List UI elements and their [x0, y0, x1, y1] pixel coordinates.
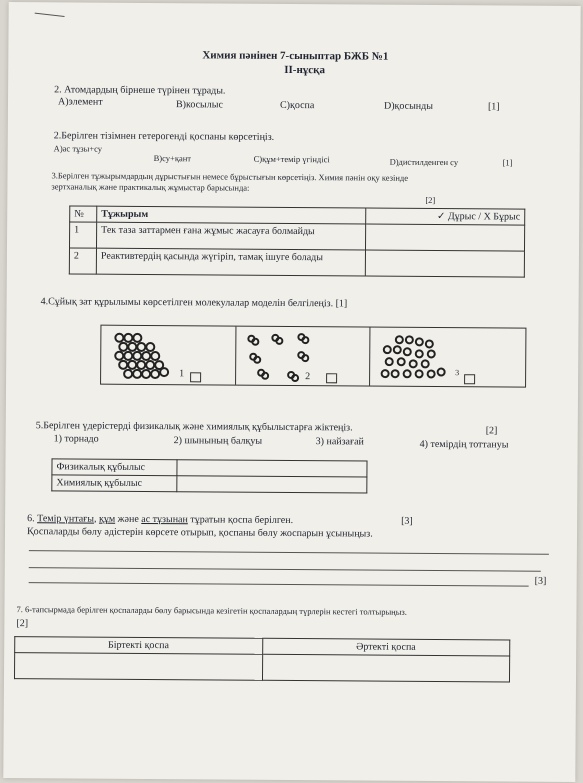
model-divider-2 — [369, 328, 370, 386]
variant-label: ІІ-нұсқа — [284, 63, 326, 77]
q3-row1-answer-cell[interactable] — [365, 224, 524, 251]
q5-item-3: 3) найзағай — [315, 436, 364, 448]
table-row — [69, 248, 524, 277]
table-row — [14, 653, 509, 682]
question-3-score: [2] — [425, 194, 436, 205]
q2b-score: [1] — [502, 157, 513, 168]
q3-col-statement: Тұжырым — [97, 206, 366, 224]
q3-row1-statement: Тек таза заттармен ғана жұмыс жасауға болмайды — [96, 222, 365, 250]
question-2b-text: 2.Берілген тізімнен гетерогенді қоспаны көрсетіңіз. — [53, 130, 275, 143]
model-2-checkbox[interactable] — [326, 373, 337, 383]
page-title: Химия пәнінен 7-сыныптар БЖБ №1 — [202, 49, 389, 63]
question-7-text: 7. 6-тапсырмада берілген қоспаларды бөлу барысында кезігетін қоспалардың түрлерін кестегі толтырыңыз. — [16, 604, 407, 617]
q2b-option-a[interactable]: А)ас тұзы+су — [53, 143, 103, 154]
model-3-checkbox[interactable] — [464, 374, 475, 384]
q3-row2-answer-cell[interactable] — [365, 250, 524, 277]
question-3-line2: зертханалық және практикалық жұмыстар барысында: — [51, 181, 250, 193]
question-5-text: 5.Берілген үдерістерді физикалық және химиялық құбылыстарға жіктеңіз. — [35, 420, 353, 434]
q2-option-c[interactable]: С)қоспа — [279, 99, 315, 112]
q7-table — [14, 636, 510, 682]
q3-table — [69, 205, 525, 277]
model-3-label: 3 — [455, 368, 460, 378]
q3-col-answer: ✓ Дұрыс / X Бұрыс — [366, 208, 525, 225]
question-7-score: [2] — [16, 618, 29, 630]
question-6-score-top: [3] — [401, 515, 413, 527]
q2-option-a[interactable]: А)элемент — [57, 96, 103, 108]
question-4-label: 4.Сұйық зат құрылымы көрсетілген молекулалар моделін белгілеңіз. — [40, 296, 334, 310]
answer-line-3[interactable] — [29, 582, 529, 586]
question-6-score: [3] — [534, 575, 547, 587]
q2b-option-c[interactable]: С)құм+темір үгіндісі — [253, 153, 330, 165]
q2-option-b[interactable]: В)косылыс — [175, 99, 223, 111]
q2b-option-d[interactable]: D)дистилденген су — [389, 156, 459, 168]
model-divider-1 — [235, 327, 236, 385]
question-6-line2: Қоспаларды бөлу әдістерін көрсете отырып, қоспаны бөлу жоспарын ұсыныңыз. — [26, 526, 373, 540]
q7-homogeneous-answer[interactable] — [14, 653, 262, 681]
q5-chemical-label: Химиялық құбылыс — [52, 475, 177, 492]
q5-physical-label: Физикалық құбылыс — [52, 459, 177, 476]
q2b-option-b[interactable]: В)су+қант — [153, 153, 192, 164]
q5-item-2: 2) шынының балқуы — [173, 435, 263, 447]
answer-line-1[interactable] — [29, 550, 549, 555]
molecule-model-1-icon — [111, 330, 177, 380]
molecule-model-3-icon — [379, 332, 453, 383]
worksheet-page — [3, 2, 580, 782]
question-3-line1: 3.Берілген тұжырымдардың дұрыстығын немесе бұрыстығын көрсетіңіз. Химия пәнін оқу кезінде — [51, 170, 409, 183]
q3-row1-number: 1 — [70, 222, 97, 248]
q7-heterogeneous-header: Әртекті қоспа — [262, 638, 510, 656]
molecule-models — [100, 325, 526, 388]
q5-table — [51, 458, 367, 493]
question-4-score: [1] — [335, 298, 348, 310]
q5-physical-answer[interactable] — [177, 460, 367, 477]
q2-option-d[interactable]: D)қосынды — [383, 100, 434, 112]
pen-mark — [35, 13, 65, 17]
table-row — [70, 222, 525, 251]
table-row — [52, 475, 367, 493]
question-5-score: [2] — [485, 425, 498, 437]
q5-item-4: 4) темірдің тоттануы — [419, 438, 509, 451]
q2-score: [1] — [487, 101, 500, 113]
q3-col-number: № — [70, 206, 97, 222]
q3-row2-statement: Реактивтердің қасында жүгіріп, тамақ ішуге болады — [96, 248, 365, 276]
q7-homogeneous-header: Біртекті қоспа — [15, 637, 263, 655]
q5-chemical-answer[interactable] — [177, 476, 367, 493]
question-4-text — [41, 296, 348, 309]
model-1-checkbox[interactable] — [190, 372, 201, 382]
q3-row2-number: 2 — [69, 248, 96, 274]
q7-heterogeneous-answer[interactable] — [262, 654, 510, 682]
model-2-label: 2 — [305, 371, 311, 383]
answer-line-2[interactable] — [29, 567, 541, 572]
question-6-text: 6. Темір үнтағы, құм және ас тұзынан тұратын қоспа берілген. — [27, 513, 294, 527]
question-2-text: 2. Атомдардың бірнеше түрінен тұрады. — [54, 84, 226, 97]
q5-item-1: 1) торнадо — [53, 433, 99, 445]
model-1-label: 1 — [179, 368, 185, 380]
